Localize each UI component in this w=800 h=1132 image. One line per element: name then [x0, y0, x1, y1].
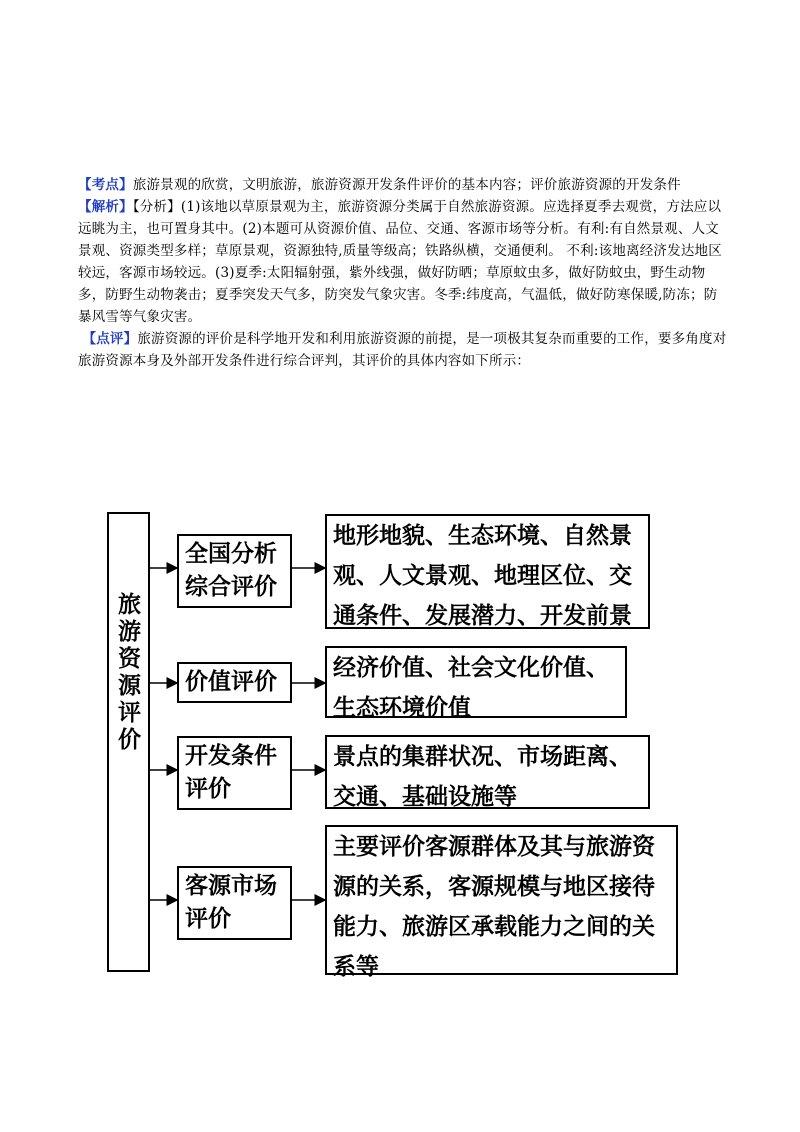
main-node — [107, 512, 150, 972]
jiexi-paragraph — [78, 196, 728, 328]
detail-text-3: 景点的集群状况、市场距离、交通、基础设施等 — [333, 744, 632, 810]
branch-node-3 — [177, 736, 292, 810]
kaodian-text: 旅游景观的欣赏，文明旅游，旅游资源开发条件评价的基本内容；评价旅游资源的开发条件 — [132, 177, 681, 193]
kaodian-tag: 【考点】 — [78, 177, 133, 193]
branch-node-4 — [177, 866, 292, 940]
jiexi-tag: 【解析】 — [78, 199, 133, 215]
detail-node-1 — [325, 514, 650, 629]
dianping-tag: 【点评】 — [82, 331, 138, 347]
detail-text-2: 经济价值、社会文化价值、生态环境价值 — [333, 655, 609, 721]
kaodian-paragraph — [78, 174, 728, 196]
branch-node-1 — [177, 534, 292, 608]
detail-node-4 — [325, 825, 678, 980]
jiexi-text: 【分析】(1)该地以草原景观为主，旅游资源分类属于自然旅游资源。应选择夏季去观赏，方法应以远眺为主，也可置身其中。(2)本题可从资源价值、品位、交通、客源市场等分析。有利:有自然景观、人文景观、资源类型多样；草原景观，资源独特,质量等级高；铁路纵横，交通便利。 不利:该地离经济发达地区较远，客源市场较远。(3)夏季:太阳辐射强，紫外线强，做好防晒；草原蚊虫多，做好防蚊虫，野生动物多，防野生动物袭击；夏季突发天气多，防突发气象灾害。冬季:纬度高，气温低，做好防寒保暖,防冻；防暴风雪等气象灾害。 — [78, 199, 722, 325]
detail-node-2 — [325, 646, 627, 721]
main-node-label: 旅游资源评价 — [114, 592, 140, 754]
branch-label-3: 开发条件评价 — [185, 743, 277, 802]
dianping-text: 旅游资源的评价是科学地开发和利用旅游资源的前提，是一项极其复杂而重要的工作，要多角度对旅游资源本身及外部开发条件进行综合评判，其评价的具体内容如下所示： — [78, 331, 727, 369]
branch-label-2: 价值评价 — [185, 669, 277, 695]
detail-text-4: 主要评价客源群体及其与旅游资源的关系，客源规模与地区接待能力、旅游区承载能力之间的关系等 — [333, 834, 655, 980]
branch-label-1: 全国分析综合评价 — [185, 541, 277, 600]
dianping-paragraph — [78, 328, 728, 372]
detail-text-1: 地形地貌、生态环境、自然景观、人文景观、地理区位、交通条件、发展潜力、开发前景 — [333, 523, 632, 629]
analysis-text — [78, 174, 728, 372]
branch-node-2 — [177, 662, 292, 703]
detail-node-3 — [325, 735, 650, 809]
branch-label-4: 客源市场评价 — [185, 873, 277, 932]
